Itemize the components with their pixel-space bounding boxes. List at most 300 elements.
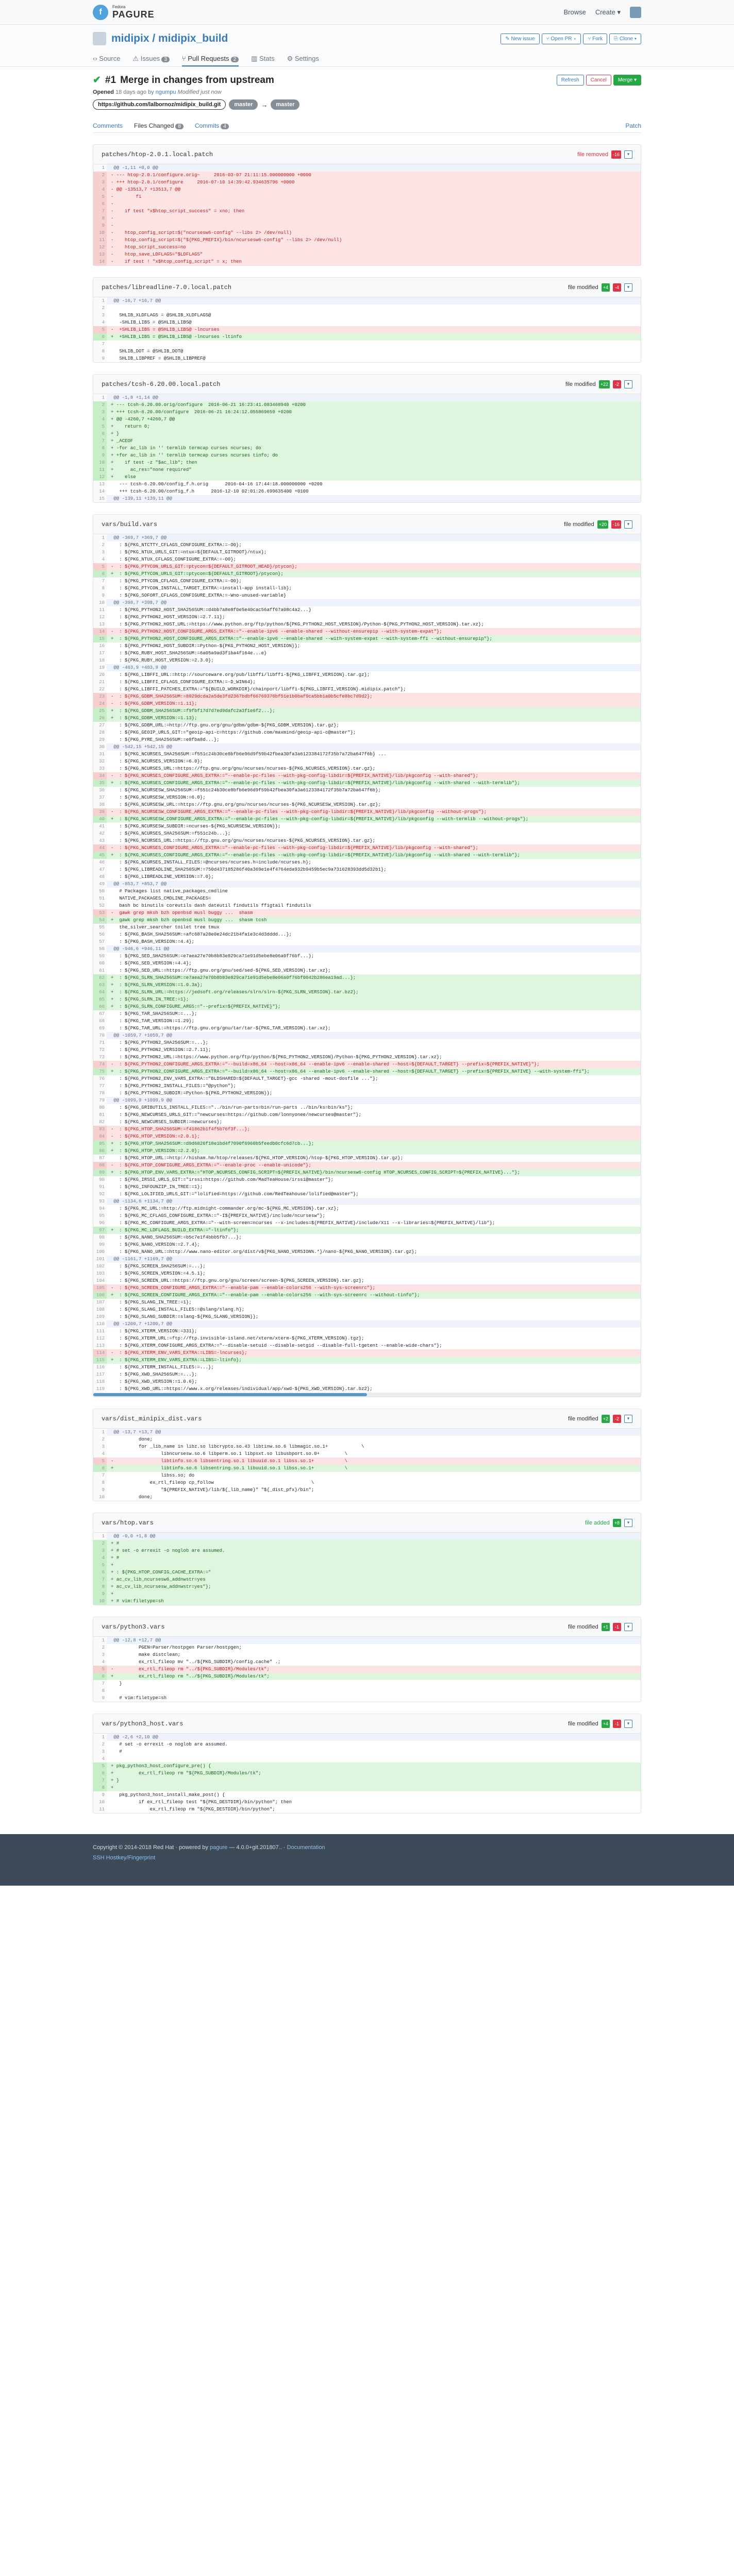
line-code: : ${PKG_PYTHON2_INSTALL_FILES:="@python"}; <box>111 1083 237 1089</box>
line-number[interactable]: 1 <box>93 534 107 541</box>
line-number[interactable]: 49 <box>93 880 107 888</box>
line-number[interactable]: 87 <box>93 1155 107 1162</box>
diff-line <box>93 837 641 844</box>
line-number[interactable]: 2 <box>93 401 107 409</box>
line-number[interactable]: 3 <box>93 1651 107 1658</box>
line-number[interactable]: 19 <box>93 664 107 671</box>
file-status: file modified <box>568 1623 598 1630</box>
pagure-link[interactable]: pagure <box>210 1844 228 1851</box>
line-number[interactable]: 67 <box>93 1010 107 1018</box>
line-number[interactable]: 118 <box>93 1378 107 1385</box>
line-code: + # vim:filetype=sh <box>111 1599 164 1604</box>
ssh-fingerprint-link[interactable]: SSH Hostkey/Fingerprint <box>93 1855 156 1861</box>
file-name[interactable]: patches/libreadline-7.0.local.patch <box>102 283 232 291</box>
line-number[interactable]: 7 <box>93 437 107 445</box>
line-number[interactable]: 109 <box>93 1313 107 1320</box>
line-number[interactable]: 115 <box>93 1357 107 1364</box>
repo-tab[interactable]: ▥ Stats <box>251 55 275 62</box>
repo-tab[interactable]: ⚠ Issues 3 <box>132 55 169 66</box>
line-number[interactable]: 31 <box>93 751 107 758</box>
line-number[interactable]: 13 <box>93 251 107 258</box>
line-number[interactable]: 44 <box>93 844 107 852</box>
diff-line <box>93 355 641 362</box>
line-number[interactable]: 1 <box>93 1734 107 1741</box>
diff-line <box>93 1292 641 1299</box>
line-number[interactable]: 10 <box>93 229 107 236</box>
line-number[interactable]: 54 <box>93 917 107 924</box>
diff-line <box>93 1003 641 1010</box>
line-number[interactable]: 5 <box>93 193 107 200</box>
line-number[interactable]: 70 <box>93 1032 107 1039</box>
line-code: : ${PKG_NANO_URL:=http://www.nano-editor.org/dist/v${PKG_NANO_VERSION%.*}/nano-${PKG_NANO_VERSION}.tar.gz}; <box>111 1249 418 1255</box>
line-number[interactable]: 71 <box>93 1039 107 1046</box>
repo-tab[interactable]: ⑂ Pull Requests 2 <box>182 55 239 66</box>
line-number[interactable]: 26 <box>93 715 107 722</box>
line-number[interactable]: 68 <box>93 1018 107 1025</box>
line-number[interactable]: 51 <box>93 895 107 902</box>
diff-line <box>93 1479 641 1486</box>
user-avatar[interactable] <box>630 7 641 18</box>
diff-line <box>93 556 641 563</box>
line-number[interactable]: 8 <box>93 585 107 592</box>
line-code: + ac_cv_lib_ncursesw6_addnwstr=yes <box>111 1577 206 1582</box>
line-number[interactable]: 119 <box>93 1385 107 1393</box>
patch-link[interactable]: Patch <box>625 122 641 129</box>
line-number[interactable]: 27 <box>93 722 107 729</box>
line-code: - --- htop-2.0.1/configure.orig~ 2016-03-07 21:11:15.000000000 +0000 <box>111 173 311 178</box>
line-number[interactable]: 46 <box>93 859 107 866</box>
refresh-button[interactable]: Refresh <box>557 75 584 86</box>
line-number[interactable]: 8 <box>93 445 107 452</box>
line-code: : ${PKG_SED_URL:=https://ftp.gnu.org/gnu/sed/sed-${PKG_SED_VERSION}.tar.xz}; <box>111 968 331 973</box>
line-number[interactable]: 97 <box>93 1227 107 1234</box>
line-number[interactable]: 4 <box>93 416 107 423</box>
line-number[interactable]: 7 <box>93 341 107 348</box>
line-number[interactable]: 113 <box>93 1342 107 1349</box>
line-number[interactable]: 39 <box>93 808 107 816</box>
line-number[interactable]: 1 <box>93 164 107 172</box>
line-code: for _lib_name in libz.so libcrypto.so.43 libtinw.so.6 libmagic.so.1+ \ <box>111 1444 364 1449</box>
collapse-chevron-icon[interactable]: ▾ <box>624 1519 632 1527</box>
line-number[interactable]: 116 <box>93 1364 107 1371</box>
line-number[interactable]: 3 <box>93 549 107 556</box>
line-number[interactable]: 117 <box>93 1371 107 1378</box>
tab-commits[interactable]: Commits 4 <box>195 122 229 129</box>
diff-line <box>93 333 641 341</box>
line-number[interactable]: 22 <box>93 686 107 693</box>
line-number[interactable]: 6 <box>93 430 107 437</box>
file-name[interactable]: vars/dist_minipix_dist.vars <box>102 1415 202 1422</box>
line-number[interactable]: 50 <box>93 888 107 895</box>
line-code <box>107 1755 641 1762</box>
line-number[interactable]: 85 <box>93 1140 107 1147</box>
line-number[interactable]: 36 <box>93 787 107 794</box>
line-code: : ${PKG_SCREEN_SHA256SUM:=...}; <box>111 1264 206 1269</box>
repo-action-button[interactable]: ⑂ Fork <box>583 33 607 44</box>
line-number[interactable]: 12 <box>93 244 107 251</box>
line-code: # Packages list native_packages_cmdline <box>111 889 228 894</box>
line-code: ex_rtl_fileop mv "../${PKG_SUBDIR}/config.cache" .; <box>111 1659 281 1665</box>
line-number[interactable]: 29 <box>93 736 107 743</box>
line-number[interactable]: 9 <box>93 452 107 459</box>
line-number[interactable]: 20 <box>93 671 107 679</box>
line-number[interactable]: 74 <box>93 1061 107 1068</box>
deletions-badge: -16 <box>611 520 621 529</box>
line-number[interactable]: 69 <box>93 1025 107 1032</box>
line-number[interactable]: 81 <box>93 1111 107 1118</box>
line-number[interactable]: 9 <box>93 592 107 599</box>
line-number[interactable]: 3 <box>93 1748 107 1755</box>
line-number[interactable]: 28 <box>93 729 107 736</box>
target-branch[interactable]: master <box>271 99 299 110</box>
line-code: + : ${PKG_PTYCON_URLS_GIT:=ptycon=${DEFAULT_GITROOT}/ptycon}; <box>111 571 283 577</box>
line-code: - libtinfo.so.6 libsentring.so.1 libuuid.so.1 libss.so.1+ \ <box>111 1459 348 1464</box>
line-number[interactable]: 75 <box>93 1068 107 1075</box>
author-link[interactable]: ngumpu <box>155 89 176 95</box>
diff-line <box>93 996 641 1003</box>
line-number[interactable]: 15 <box>93 495 107 502</box>
line-number[interactable]: 2 <box>93 1644 107 1651</box>
diff-line <box>93 1234 641 1241</box>
line-number[interactable]: 1 <box>93 1637 107 1644</box>
line-number[interactable]: 9 <box>93 1486 107 1494</box>
line-number[interactable]: 9 <box>93 1590 107 1598</box>
line-number[interactable]: 98 <box>93 1234 107 1241</box>
line-number[interactable]: 34 <box>93 772 107 779</box>
pr-meta: Opened 18 days ago by ngumpu Modified just now <box>93 89 222 95</box>
line-number[interactable]: 11 <box>93 606 107 614</box>
line-code: the_silver_searcher toilet tree tmux <box>111 925 220 930</box>
merge-button[interactable]: Merge ▾ <box>613 75 641 86</box>
horizontal-scrollbar[interactable] <box>93 1393 641 1397</box>
line-code: + --- tcsh-6.20.00.orig/configure 2016-06-21 16:23:41.083468940 +0200 <box>111 402 306 408</box>
line-number[interactable]: 78 <box>93 1090 107 1097</box>
line-number[interactable]: 5 <box>93 1562 107 1569</box>
diff-file <box>93 1714 641 1814</box>
diff-line <box>93 1126 641 1133</box>
line-number[interactable]: 45 <box>93 852 107 859</box>
line-number[interactable]: 103 <box>93 1270 107 1277</box>
line-number[interactable]: 3 <box>93 1443 107 1450</box>
repo-action-button[interactable]: ✎ New issue <box>501 33 539 44</box>
collapse-chevron-icon[interactable]: ▾ <box>624 1415 632 1423</box>
repo-action-button[interactable]: ⑂ Open PR ▾ <box>542 33 581 44</box>
line-number[interactable]: 76 <box>93 1075 107 1082</box>
repo-name[interactable]: midipix / midipix_build <box>111 32 228 44</box>
line-number[interactable]: 12 <box>93 614 107 621</box>
line-number[interactable]: 11 <box>93 236 107 244</box>
diff-line <box>93 416 641 423</box>
line-number[interactable]: 8 <box>93 348 107 355</box>
diff-line <box>93 164 641 172</box>
diff-line <box>93 1046 641 1054</box>
line-number[interactable]: 73 <box>93 1054 107 1061</box>
line-number[interactable]: 5 <box>93 1762 107 1770</box>
line-number[interactable]: 4 <box>93 319 107 326</box>
line-number[interactable]: 2 <box>93 1540 107 1547</box>
line-number[interactable]: 9 <box>93 222 107 229</box>
line-number[interactable]: 8 <box>93 1583 107 1590</box>
docs-link[interactable]: Documentation <box>287 1844 325 1851</box>
line-number[interactable]: 10 <box>93 1598 107 1605</box>
line-number[interactable]: 14 <box>93 258 107 265</box>
line-number[interactable]: 38 <box>93 801 107 808</box>
line-number[interactable]: 10 <box>93 599 107 606</box>
line-code: ex_rtl_fileop cp_follow \ <box>111 1480 314 1485</box>
repo-tab[interactable]: ‹› Source <box>93 55 121 62</box>
line-number[interactable]: 8 <box>93 1479 107 1486</box>
line-number[interactable]: 5 <box>93 1458 107 1465</box>
line-number[interactable]: 90 <box>93 1176 107 1183</box>
line-number[interactable]: 3 <box>93 179 107 186</box>
line-number[interactable]: 60 <box>93 960 107 967</box>
line-number[interactable]: 23 <box>93 693 107 700</box>
line-code: libncursesw.so.6 libperm.so.1 libpsxt.so libusbport.so.0+ \ <box>111 1451 348 1456</box>
line-number[interactable]: 6 <box>93 1465 107 1472</box>
line-number[interactable]: 6 <box>93 1770 107 1777</box>
line-number[interactable]: 108 <box>93 1306 107 1313</box>
line-number[interactable]: 1 <box>93 1533 107 1540</box>
browse-link[interactable]: Browse <box>563 8 586 16</box>
line-number[interactable]: 4 <box>93 1658 107 1666</box>
diff-line <box>93 1748 641 1755</box>
line-number[interactable]: 7 <box>93 1777 107 1784</box>
tab-comments[interactable]: Comments <box>93 122 123 129</box>
line-number[interactable]: 114 <box>93 1349 107 1357</box>
line-number[interactable]: 5 <box>93 423 107 430</box>
line-number[interactable]: 5 <box>93 326 107 333</box>
line-number[interactable]: 64 <box>93 989 107 996</box>
line-number[interactable]: 53 <box>93 909 107 917</box>
file-name[interactable]: patches/htop-2.0.1.local.patch <box>102 150 213 158</box>
repo-tab[interactable]: ⚙ Settings <box>287 55 319 62</box>
line-number[interactable]: 7 <box>93 208 107 215</box>
diff-line <box>93 1090 641 1097</box>
line-number[interactable]: 15 <box>93 635 107 642</box>
line-code: + libtinfo.so.6 libsentring.so.1 libuuid.so.1 libss.so.1+ \ <box>111 1466 348 1471</box>
diff-line <box>93 466 641 473</box>
line-number[interactable]: 57 <box>93 938 107 945</box>
tab-files-changed[interactable]: Files Changed 8 <box>134 122 184 129</box>
line-number[interactable]: 12 <box>93 473 107 481</box>
line-number[interactable]: 95 <box>93 1212 107 1219</box>
diff-line <box>93 873 641 880</box>
line-number[interactable]: 61 <box>93 967 107 974</box>
line-number[interactable]: 9 <box>93 355 107 362</box>
line-number[interactable]: 4 <box>93 556 107 563</box>
line-number[interactable]: 99 <box>93 1241 107 1248</box>
top-navbar <box>0 0 734 25</box>
line-number[interactable]: 52 <box>93 902 107 909</box>
line-number[interactable]: 58 <box>93 945 107 953</box>
collapse-chevron-icon[interactable]: ▾ <box>624 520 632 529</box>
line-number[interactable]: 101 <box>93 1256 107 1263</box>
line-number[interactable]: 41 <box>93 823 107 830</box>
line-number[interactable]: 110 <box>93 1320 107 1328</box>
line-number[interactable]: 47 <box>93 866 107 873</box>
line-number[interactable]: 80 <box>93 1104 107 1111</box>
line-number[interactable]: 55 <box>93 924 107 931</box>
line-number[interactable]: 88 <box>93 1162 107 1169</box>
line-number[interactable]: 40 <box>93 816 107 823</box>
line-number[interactable]: 4 <box>93 1755 107 1762</box>
collapse-chevron-icon[interactable]: ▾ <box>624 283 632 292</box>
line-number[interactable]: 48 <box>93 873 107 880</box>
collapse-chevron-icon[interactable]: ▾ <box>624 1623 632 1631</box>
line-number[interactable]: 66 <box>93 1003 107 1010</box>
diff-line <box>93 1032 641 1039</box>
additions-badge: +22 <box>599 380 610 388</box>
diff-line <box>93 642 641 650</box>
line-number[interactable]: 2 <box>93 541 107 549</box>
line-number[interactable]: 18 <box>93 657 107 664</box>
diff-line <box>93 193 641 200</box>
line-number[interactable]: 59 <box>93 953 107 960</box>
line-number[interactable]: 6 <box>93 333 107 341</box>
line-number[interactable]: 107 <box>93 1299 107 1306</box>
line-code: +++ tcsh-6.20.00/config_f.h 2016-12-10 02:01:26.699635400 +0100 <box>111 489 309 494</box>
line-number[interactable]: 6 <box>93 570 107 578</box>
source-branch[interactable]: master <box>229 99 258 110</box>
line-number[interactable]: 102 <box>93 1263 107 1270</box>
line-code: : ${PKG_NTCTTY_CFLAGS_CONFIGURE_EXTRA:=-O0}; <box>111 543 242 548</box>
line-number[interactable]: 92 <box>93 1191 107 1198</box>
line-number[interactable]: 2 <box>93 172 107 179</box>
line-number[interactable]: 2 <box>93 1741 107 1748</box>
line-number[interactable]: 84 <box>93 1133 107 1140</box>
line-number[interactable]: 11 <box>93 1806 107 1813</box>
line-number[interactable]: 93 <box>93 1198 107 1205</box>
diff-line <box>93 326 641 333</box>
file-name[interactable]: patches/tcsh-6.20.00.local.patch <box>102 380 221 388</box>
line-number[interactable]: 3 <box>93 1547 107 1554</box>
line-number[interactable]: 5 <box>93 1666 107 1673</box>
line-number[interactable]: 56 <box>93 931 107 938</box>
pagure-logo[interactable] <box>93 5 155 20</box>
line-number[interactable]: 7 <box>93 578 107 585</box>
line-number[interactable]: 104 <box>93 1277 107 1284</box>
line-number[interactable]: 24 <box>93 700 107 707</box>
line-number[interactable]: 1 <box>93 297 107 304</box>
line-number[interactable]: 6 <box>93 1673 107 1680</box>
line-number[interactable]: 13 <box>93 621 107 628</box>
line-number[interactable]: 13 <box>93 481 107 488</box>
line-number[interactable]: 94 <box>93 1205 107 1212</box>
line-number[interactable]: 7 <box>93 1680 107 1687</box>
diff-line <box>93 931 641 938</box>
diff-line <box>93 1061 641 1068</box>
line-number[interactable]: 72 <box>93 1046 107 1054</box>
line-number[interactable]: 8 <box>93 1784 107 1791</box>
line-number[interactable]: 82 <box>93 1118 107 1126</box>
diff-line <box>93 628 641 635</box>
line-number[interactable]: 63 <box>93 981 107 989</box>
line-number[interactable]: 3 <box>93 409 107 416</box>
line-number[interactable]: 10 <box>93 1799 107 1806</box>
line-number[interactable]: 2 <box>93 1436 107 1443</box>
line-number[interactable]: 7 <box>93 1576 107 1583</box>
source-repo[interactable]: https://github.com/lalbornoz/midipix_build.git <box>93 99 226 110</box>
line-number[interactable]: 25 <box>93 707 107 715</box>
diff-line <box>93 1256 641 1263</box>
line-number[interactable]: 7 <box>93 1472 107 1479</box>
line-number[interactable]: 14 <box>93 488 107 495</box>
line-number[interactable]: 17 <box>93 650 107 657</box>
line-number[interactable]: 6 <box>93 200 107 208</box>
line-code: + <box>111 1591 116 1597</box>
line-number[interactable]: 11 <box>93 466 107 473</box>
diff-line <box>93 1465 641 1472</box>
line-number[interactable]: 10 <box>93 1494 107 1501</box>
line-number[interactable]: 37 <box>93 794 107 801</box>
line-number[interactable]: 43 <box>93 837 107 844</box>
line-number[interactable]: 111 <box>93 1328 107 1335</box>
line-code: SHLIB_DOT = @SHLIB_DOT@ <box>111 349 184 354</box>
line-number[interactable]: 6 <box>93 1569 107 1576</box>
line-number[interactable]: 30 <box>93 743 107 751</box>
line-number[interactable]: 8 <box>93 215 107 222</box>
line-number[interactable]: 65 <box>93 996 107 1003</box>
file-name[interactable]: vars/htop.vars <box>102 1519 154 1527</box>
line-number[interactable]: 89 <box>93 1169 107 1176</box>
line-number[interactable]: 16 <box>93 642 107 650</box>
line-number[interactable]: 5 <box>93 563 107 570</box>
line-number[interactable]: 32 <box>93 758 107 765</box>
line-number[interactable]: 100 <box>93 1248 107 1256</box>
line-number[interactable]: 62 <box>93 974 107 981</box>
collapse-chevron-icon[interactable]: ▾ <box>624 1720 632 1728</box>
collapse-chevron-icon[interactable]: ▾ <box>624 380 632 388</box>
cancel-button[interactable]: Cancel <box>586 75 611 86</box>
line-number[interactable]: 9 <box>93 1694 107 1702</box>
line-number[interactable]: 106 <box>93 1292 107 1299</box>
line-number[interactable]: 112 <box>93 1335 107 1342</box>
file-name[interactable]: vars/python3_host.vars <box>102 1720 184 1727</box>
line-number[interactable]: 4 <box>93 186 107 193</box>
line-number[interactable]: 1 <box>93 1429 107 1436</box>
line-number[interactable]: 79 <box>93 1097 107 1104</box>
line-number[interactable]: 9 <box>93 1791 107 1799</box>
diff-line <box>93 445 641 452</box>
line-code: - +++ htop-2.0.1/configure 2016-07-10 14:39:42.934635796 +0000 <box>111 180 295 185</box>
line-number[interactable]: 4 <box>93 1450 107 1458</box>
line-number[interactable]: 83 <box>93 1126 107 1133</box>
line-number[interactable]: 77 <box>93 1082 107 1090</box>
line-number[interactable]: 105 <box>93 1284 107 1292</box>
line-number[interactable]: 91 <box>93 1183 107 1191</box>
line-number[interactable]: 8 <box>93 1687 107 1694</box>
line-number[interactable]: 42 <box>93 830 107 837</box>
create-menu[interactable]: Create ▾ <box>595 8 621 16</box>
line-number[interactable]: 2 <box>93 304 107 312</box>
line-number[interactable]: 14 <box>93 628 107 635</box>
line-code: @@ -1134,6 +1134,7 @@ <box>111 1199 172 1204</box>
collapse-chevron-icon[interactable]: ▾ <box>624 150 632 159</box>
line-number[interactable]: 35 <box>93 779 107 787</box>
line-number[interactable]: 10 <box>93 459 107 466</box>
repo-action-button[interactable]: ⎘ Clone ▾ <box>609 33 641 44</box>
line-number[interactable]: 3 <box>93 312 107 319</box>
line-number[interactable]: 21 <box>93 679 107 686</box>
file-name[interactable]: vars/build.vars <box>102 520 158 528</box>
line-number[interactable]: 4 <box>93 1554 107 1562</box>
line-number[interactable]: 96 <box>93 1219 107 1227</box>
file-name[interactable]: vars/python3.vars <box>102 1623 165 1631</box>
line-number[interactable]: 86 <box>93 1147 107 1155</box>
line-number[interactable]: 1 <box>93 394 107 401</box>
line-number[interactable]: 33 <box>93 765 107 772</box>
diff-line <box>93 304 641 312</box>
